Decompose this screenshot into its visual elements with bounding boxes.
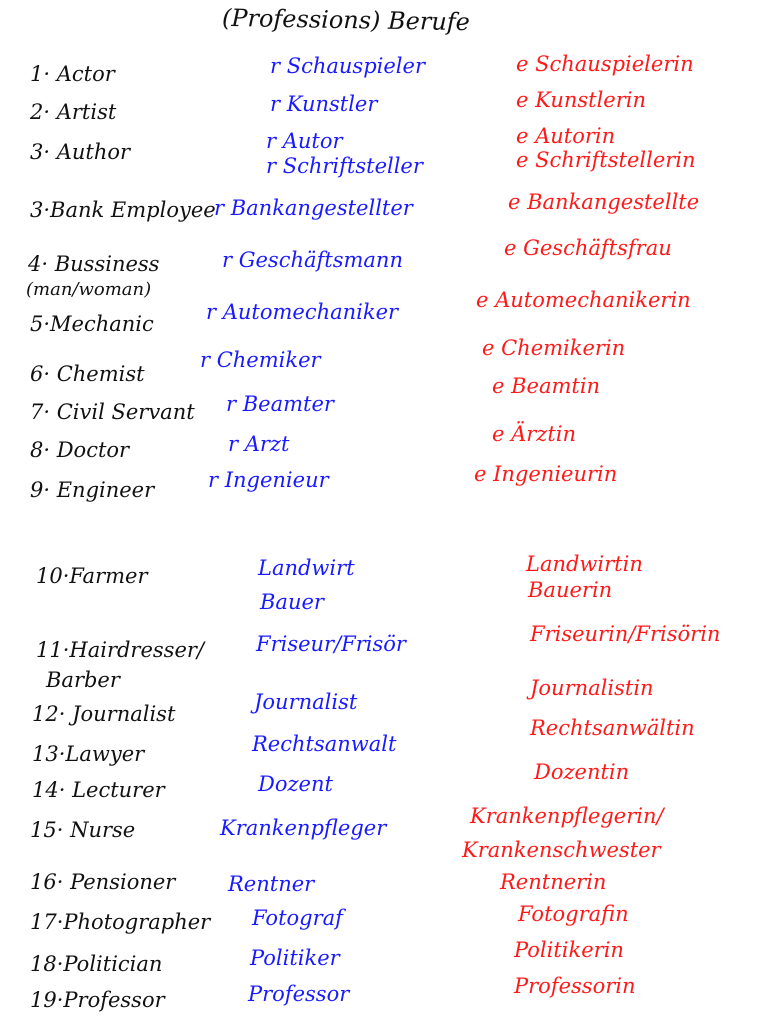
english-term: 12· Journalist [32,702,176,726]
english-term: 16· Pensioner [30,870,176,894]
english-term: 7· Civil Servant [30,400,195,424]
masculine-term: r Kunstler [270,92,378,116]
masculine-term: Dozent [258,772,333,796]
page-title: (Professions) Berufe [221,3,471,37]
feminine-term: Rechtsanwältin [530,716,695,740]
feminine-term: e Autorin [516,124,616,148]
feminine-term: Professorin [514,974,636,998]
masculine-term: r Schriftsteller [266,154,423,178]
feminine-term: Journalistin [530,676,654,700]
masculine-term: Friseur/Frisör [256,632,406,656]
english-term: (man/woman) [26,279,152,300]
masculine-term: r Schauspieler [270,54,425,78]
english-term: 6· Chemist [30,362,145,386]
english-term: 5·Mechanic [30,312,154,336]
masculine-term: Fotograf [252,906,343,930]
feminine-term: Friseurin/Frisörin [530,622,721,646]
english-term: 3· Author [30,140,131,164]
feminine-term: e Kunstlerin [516,88,647,112]
feminine-term: e Schriftstellerin [516,148,696,172]
english-term: 13·Lawyer [32,742,145,766]
masculine-term: Journalist [254,690,358,714]
english-term: 14· Lecturer [32,778,165,802]
feminine-term: Dozentin [534,760,630,784]
feminine-term: Fotografin [518,902,629,926]
masculine-term: r Arzt [228,432,290,456]
feminine-term: Krankenschwester [462,838,661,862]
masculine-term: r Beamter [226,392,334,416]
feminine-term: e Ingenieurin [474,462,618,486]
masculine-term: Krankenpfleger [220,816,387,840]
feminine-term: Krankenpflegerin/ [470,804,664,828]
masculine-term: Professor [248,982,350,1006]
feminine-term: e Chemikerin [482,336,626,360]
masculine-term: Rechtsanwalt [252,732,397,756]
english-term: 3·Bank Employee [30,198,216,222]
english-term: 4· Bussiness [28,252,160,276]
english-term: 8· Doctor [30,438,130,462]
feminine-term: e Schauspielerin [516,52,694,76]
english-term: 9· Engineer [30,478,155,502]
masculine-term: Landwirt [258,556,355,580]
feminine-term: e Beamtin [492,374,601,398]
english-term: 10·Farmer [36,564,148,588]
english-term: 19·Professor [30,988,165,1012]
feminine-term: e Automechanikerin [476,288,691,312]
english-term: 17·Photographer [30,910,211,934]
feminine-term: e Geschäftsfrau [504,236,672,260]
feminine-term: Rentnerin [500,870,607,894]
masculine-term: Bauer [260,590,324,614]
masculine-term: r Geschäftsmann [222,248,403,272]
masculine-term: r Chemiker [200,348,321,372]
masculine-term: r Automechaniker [206,300,399,324]
feminine-term: Politikerin [514,938,624,962]
feminine-term: Bauerin [528,578,613,602]
english-term: 15· Nurse [30,818,136,842]
feminine-term: e Ärztin [492,422,577,446]
english-term: 2· Artist [30,100,117,124]
masculine-term: r Ingenieur [208,468,329,492]
masculine-term: r Bankangestellter [214,196,413,220]
masculine-term: r Autor [266,129,343,153]
masculine-term: Politiker [250,946,340,970]
feminine-term: e Bankangestellte [508,190,700,214]
feminine-term: Landwirtin [526,552,643,576]
masculine-term: Rentner [228,872,315,896]
english-term: 18·Politician [30,952,163,976]
english-term: Barber [46,668,120,692]
english-term: 11·Hairdresser/ [36,638,204,662]
english-term: 1· Actor [30,62,115,86]
